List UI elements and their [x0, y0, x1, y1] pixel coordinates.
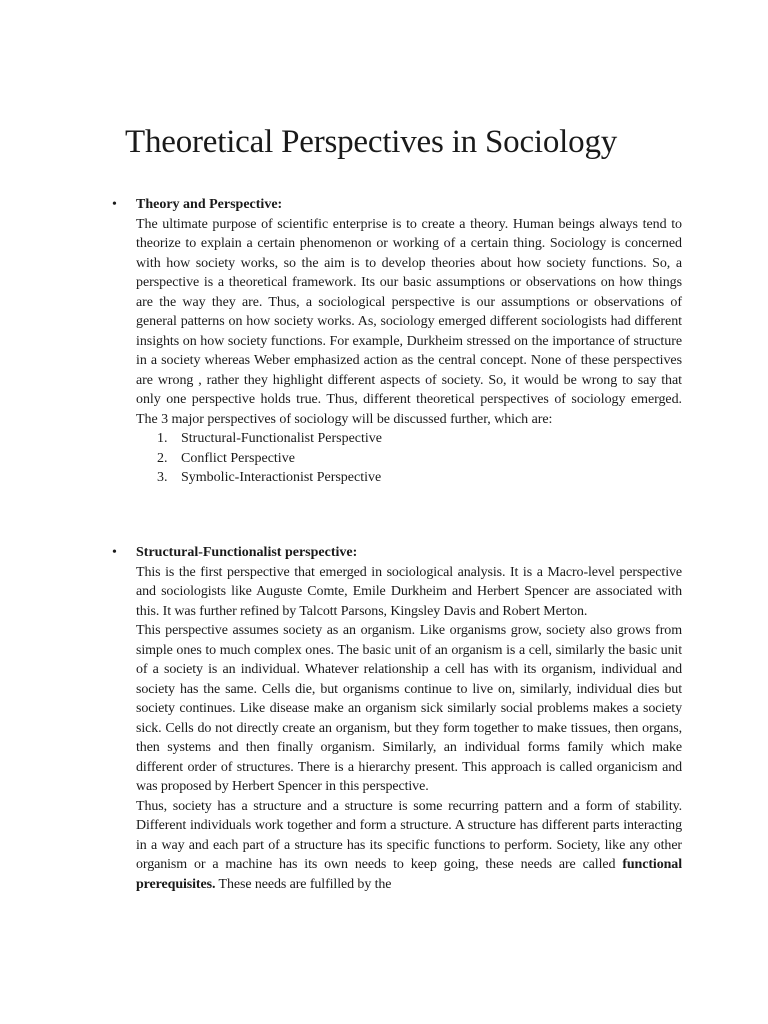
list-item: [157, 429, 682, 449]
perspectives-list: [112, 429, 682, 488]
section-paragraph: This perspective assumes society as an organism. Like organisms grow, society also grows from simple ones to much complex ones. The basic unit of an organism is a cell, similarly the basic unit of a society is an individual. Whatever relationship a cell has with its organism, individual and society has the same. Cells die, but organisms continue to live on, similarly, individual dies but society continues. Like disease make an organism sick similarly social problems makes a society sick. Cells do not directly create an organism, but they form together to make tissues, then organs, then systems and then finally organism. Similarly, an individual forms family which make different order of structures. There is a hierarchy present. This approach is called organicism and was proposed by Herbert Spencer in this perspective.: [136, 623, 682, 794]
section-heading: Theory and Perspective:: [136, 197, 283, 212]
list-item-text: Structural-Functionalist Perspective: [181, 431, 383, 446]
list-item-text: Symbolic-Interactionist Perspective: [181, 470, 382, 485]
paragraph-text: These needs are fulfilled by the: [215, 876, 392, 892]
bullet-marker: •: [112, 197, 117, 212]
section-heading: Structural-Functionalist perspective:: [136, 545, 358, 560]
section-paragraph: This is the first perspective that emerged in sociological analysis. It is a Macro-level perspective and sociologists like Auguste Comte, Emile Durkheim and Herbert Spencer are associated with this. It was further refined by Talcott Parsons, Kingsley Davis and Robert Merton.: [136, 564, 682, 619]
list-item: [157, 449, 682, 469]
section-paragraph: [136, 797, 682, 895]
bullet-marker: •: [112, 545, 117, 560]
paragraph-text: Thus, society has a structure and a structure is some recurring pattern and a form of stability. Different individuals work together and form a structure. A structure has different parts interacting in a way and each part of a structure has its specific functions to perform. Society, like any other organism or a machine has its own needs to keep going, these needs are called: [136, 798, 682, 872]
list-number: 2.: [157, 450, 168, 466]
list-number: 3.: [157, 470, 168, 485]
section-structural-functionalist: [112, 543, 682, 894]
section-paragraph: The ultimate purpose of scientific enterprise is to create a theory. Human beings always tend to theorize to explain a certain phenomenon or working of a certain thing. Sociology is concerned with how society works, so the aim is to develop theories about how society functions. So, a perspective is a theoretical framework. Its our basic assumptions or observations on how things are the way they are. Thus, a sociological perspective is our assumptions or observations of general patterns on how society works. As, sociology emerged different sociologists had different insights on how society functions. For example, Durkheim stressed on the importance of structure in a society whereas Weber emphasized action as the central concept. None of these perspectives are wrong , rather they highlight different aspects of society. So, it would be wrong to say that only one perspective holds true. Thus, different theoretical perspectives of sociology emerged. The 3 major perspectives of sociology will be discussed further, which are:: [136, 216, 682, 427]
bold-term-functional-prerequisites: functional prerequisites.: [136, 857, 682, 892]
list-item-text: Conflict Perspective: [181, 450, 295, 466]
document-title: Theoretical Perspectives in Sociology: [125, 124, 618, 160]
section-theory-and-perspective: [112, 195, 682, 488]
list-number: 1.: [157, 431, 168, 446]
list-item: [157, 468, 682, 488]
